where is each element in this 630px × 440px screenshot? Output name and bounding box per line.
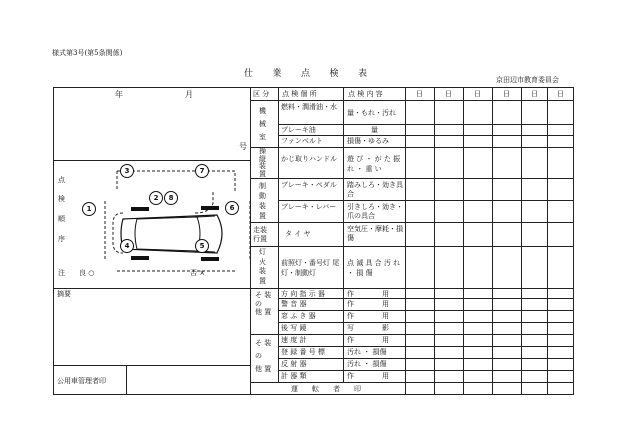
- row-location-11: 窓 ふ き 器: [281, 312, 316, 320]
- group-running: 走装 行置: [253, 226, 267, 243]
- group-other-1: そ 装 の 他 置: [255, 291, 272, 316]
- row-content-14: 汚れ ・ 損傷: [347, 348, 387, 356]
- header-day-5: 日: [531, 90, 538, 98]
- legend-bad: 否 ×: [190, 269, 206, 277]
- row-location-1: 燃料・潤滑油・水: [281, 103, 337, 111]
- group-braking: 制 動 装 置: [259, 182, 266, 220]
- number-label: 号: [239, 142, 247, 151]
- inspection-order-char-2: 検: [58, 195, 65, 203]
- row-content-7: 空気圧・摩耗・損傷: [347, 225, 403, 242]
- row-content-13: 作 用: [347, 336, 389, 344]
- car-diagram: [75, 161, 250, 287]
- row-content-15: 汚れ ・ 損傷: [347, 360, 387, 368]
- inspection-point-6: 6: [225, 201, 239, 215]
- inspection-sheet: [53, 87, 574, 395]
- header-location: 点 検 個 所: [282, 90, 317, 98]
- row-location-3: ファンベルト: [281, 137, 323, 145]
- row-location-2: ブレーキ油: [281, 126, 316, 134]
- row-content-5: 踏みしろ・効き具合: [347, 181, 403, 198]
- row-location-14: 登 録 番 号 標: [281, 348, 325, 356]
- inspection-point-4: 4: [120, 239, 134, 253]
- row-location-5: ブレーキ・ペダル: [281, 181, 337, 189]
- row-location-9: 方 向 指 示 器: [281, 290, 325, 298]
- row-location-13: 速 度 計: [281, 336, 307, 344]
- header-day-1: 日: [416, 90, 423, 98]
- row-content-8: 点 滅 具 合 汚 れ ・ 損 傷: [347, 259, 401, 277]
- inspection-order-char-3: 順: [58, 215, 65, 223]
- row-content-12: 写 影: [347, 324, 389, 332]
- driver-seal-label: 運 転 者 印: [291, 385, 361, 393]
- row-location-6: ブレーキ・レバー: [281, 203, 337, 211]
- header-day-3: 日: [474, 90, 481, 98]
- inspection-point-5: 5: [195, 239, 209, 253]
- header-day-6: 日: [557, 90, 564, 98]
- month-label: 月: [185, 90, 193, 99]
- row-content-9: 作 用: [347, 290, 389, 298]
- row-content-10: 作 用: [347, 300, 389, 308]
- group-lights: 灯 火 装 置: [259, 248, 266, 285]
- issuer: 京田辺市教育委員会: [496, 76, 559, 84]
- row-content-16: 作 用: [347, 372, 389, 380]
- header-day-4: 日: [503, 90, 510, 98]
- form-code: 様式第3号(第5条関係): [52, 49, 123, 57]
- header-category: 区 分: [253, 90, 270, 98]
- row-location-7: タ イ ヤ: [285, 230, 311, 238]
- inspection-point-8: 8: [164, 191, 178, 205]
- manager-seal-label: 公用車管理者印: [57, 377, 106, 385]
- row-content-1: 量・もれ・汚れ: [347, 109, 396, 117]
- row-content-3: 損傷・ゆるみ: [347, 137, 389, 145]
- header-day-2: 日: [445, 90, 452, 98]
- group-steering: 操 縦 装 置: [259, 147, 266, 178]
- row-location-4: かじ取りハンドル: [281, 155, 337, 163]
- form-title: 仕 業 点 検 表: [244, 69, 368, 79]
- row-location-10: 警 音 器: [281, 300, 307, 308]
- inspection-point-7: 7: [195, 164, 209, 178]
- group-other-2: そ 装 の 他 置: [255, 339, 272, 373]
- row-location-15: 反 射 器: [281, 360, 307, 368]
- header-content: 点 検 内 容: [348, 90, 383, 98]
- row-location-12: 後 写 鏡: [281, 324, 307, 332]
- year-label: 年: [115, 90, 123, 99]
- inspection-order-char-1: 点: [58, 176, 65, 184]
- row-content-4: 遊 び ・ が た 振 れ ・ 重 い: [347, 155, 401, 173]
- group-engine-room: 機 械 室: [259, 107, 266, 141]
- row-content-6: 引きしろ・効き・爪の具合: [347, 203, 403, 220]
- legend-good: 注 良 ○: [58, 269, 95, 277]
- inspection-order-char-4: 序: [58, 235, 65, 243]
- row-location-8: 前照灯・番号灯 尾灯・制動灯: [281, 259, 340, 277]
- inspection-point-2: 2: [149, 191, 163, 205]
- row-location-16: 計 器 類: [281, 372, 307, 380]
- row-content-11: 作 用: [347, 312, 389, 320]
- row-content-2: 量: [371, 126, 378, 134]
- inspection-point-3: 3: [120, 164, 134, 178]
- notes-label: 摘要: [57, 290, 71, 298]
- inspection-point-1: 1: [82, 202, 96, 216]
